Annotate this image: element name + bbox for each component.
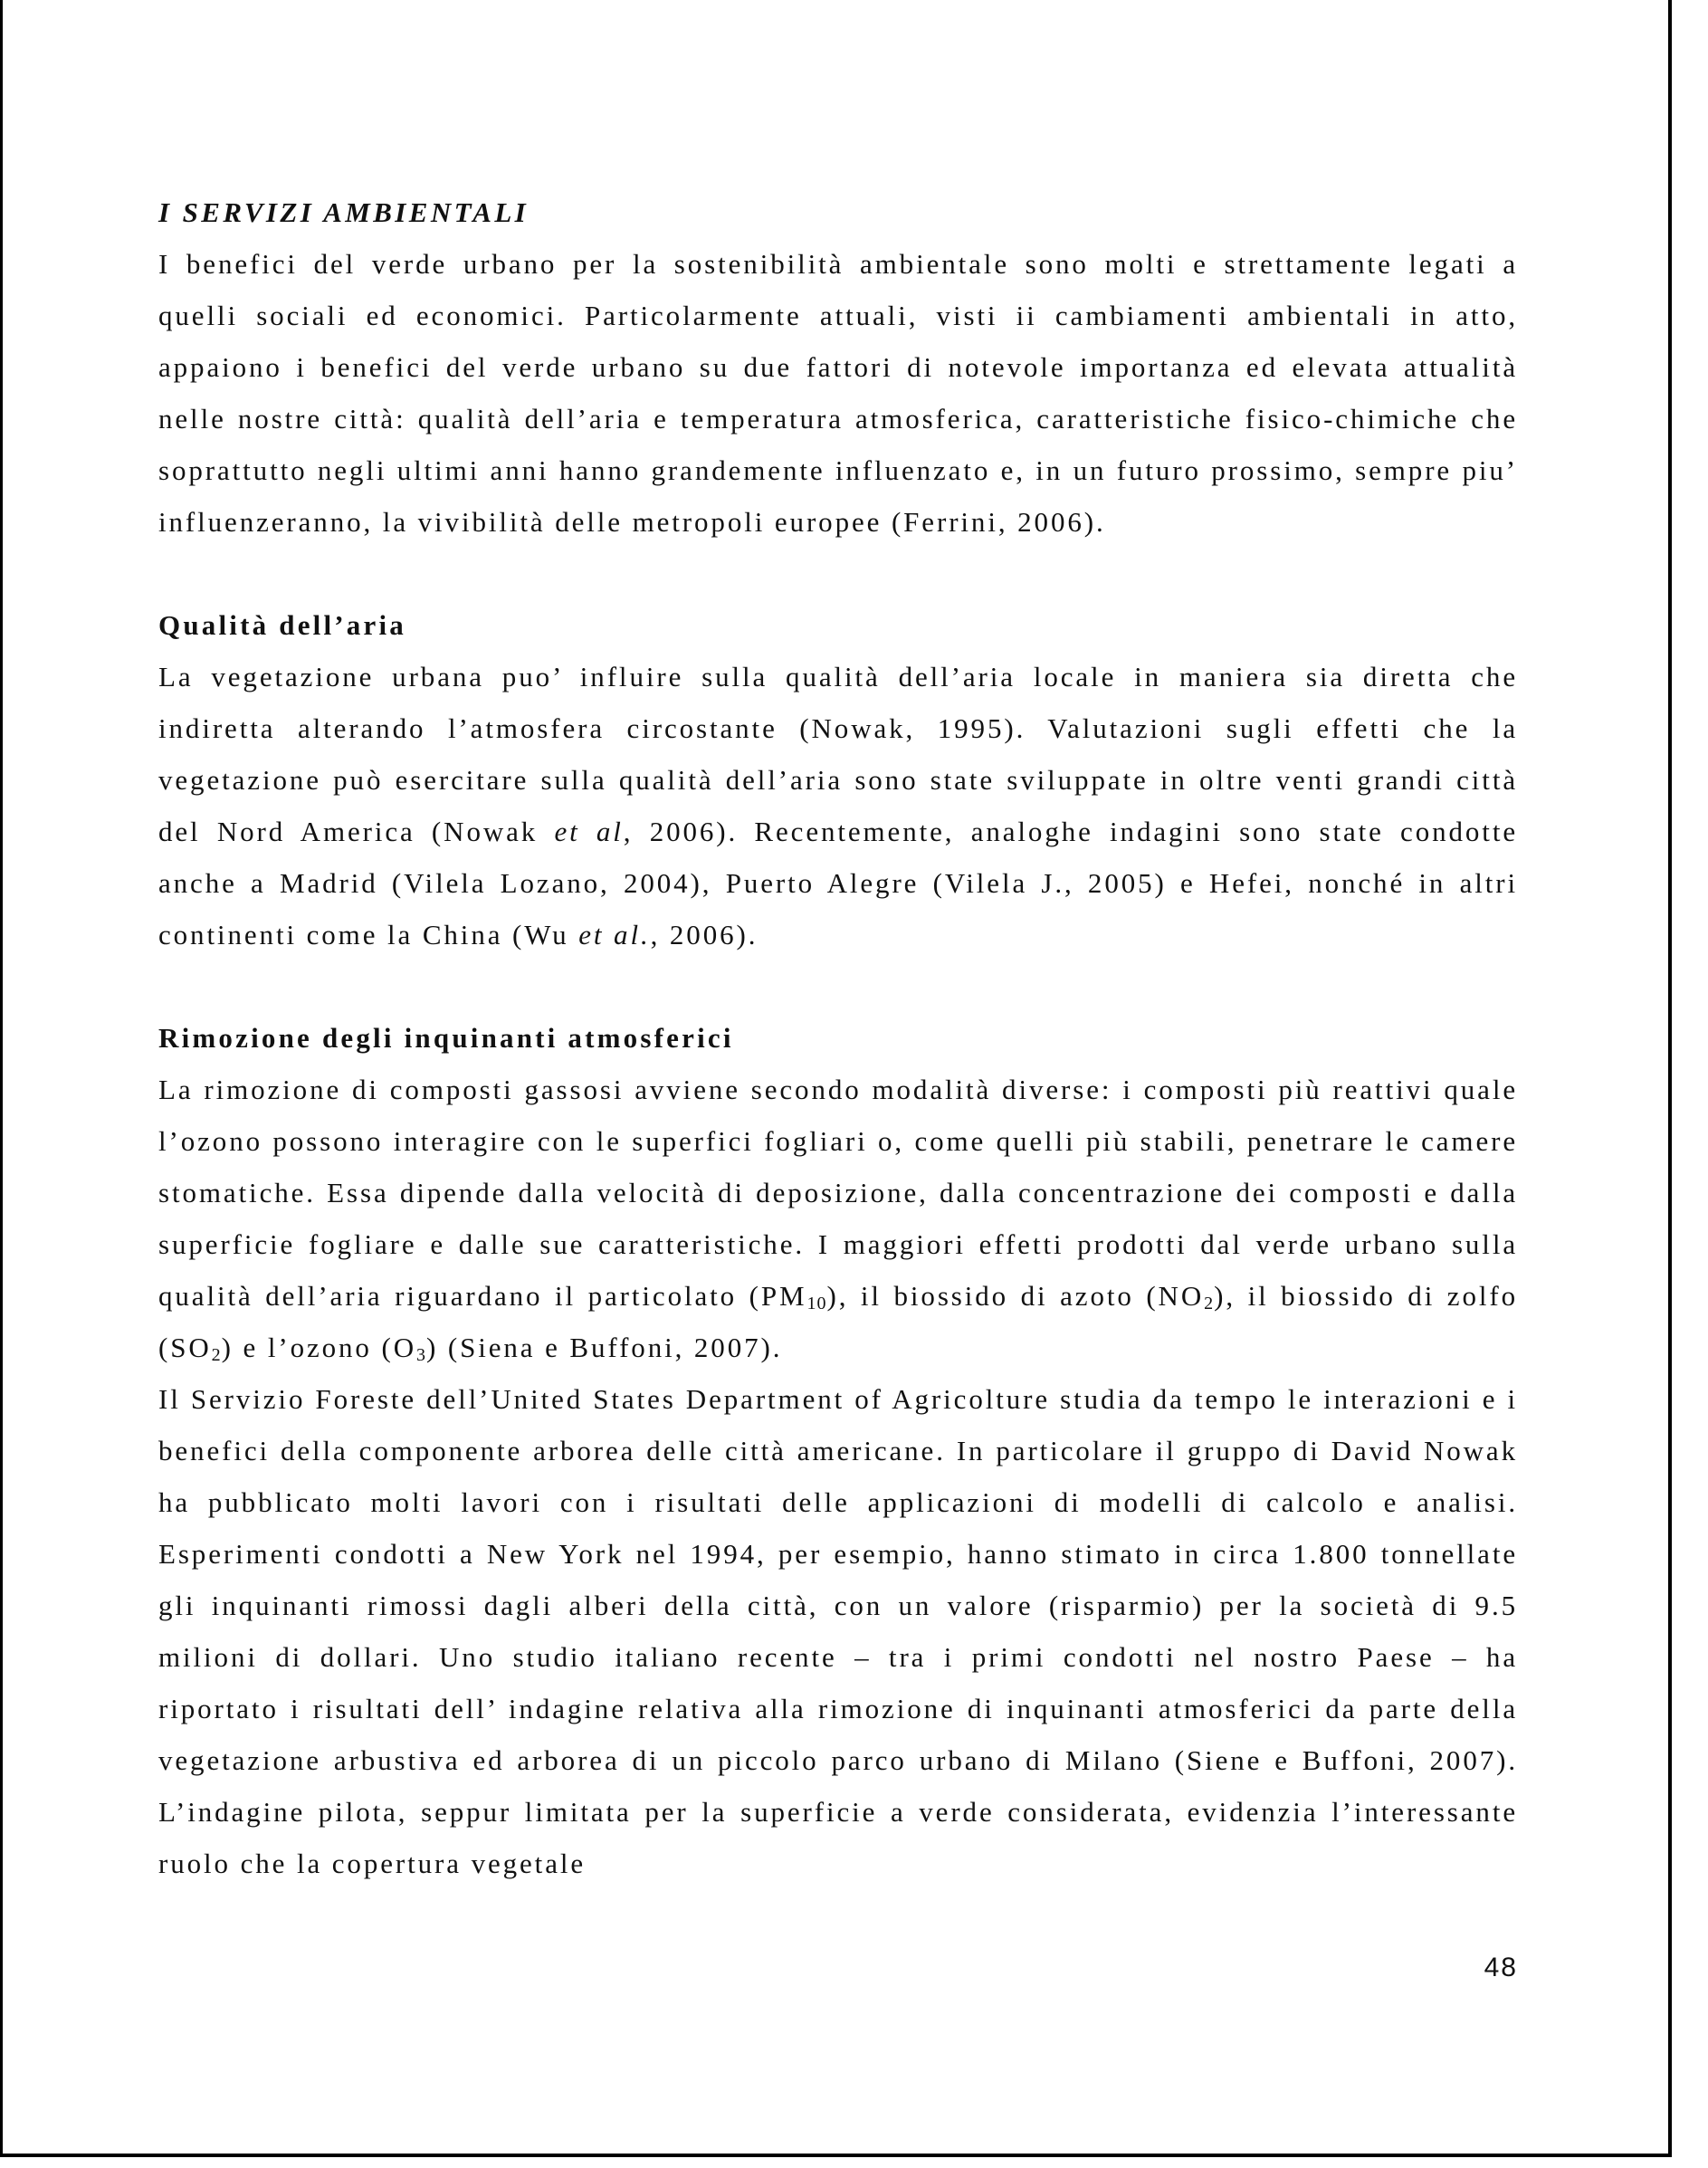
section-title: I SERVIZI AMBIENTALI — [158, 196, 530, 228]
pollutants-paragraph — [158, 1064, 1518, 1373]
text-run: La vegetazione urbana puo’ influire sulla qualità dell’aria locale in maniera sia diretta che indiretta alterando l’atmosfera circostante (Nowak, 1995). Valutazioni sugli effetti che la vegetazione può esercitare sulla qualità dell’aria sono state sviluppate in oltre venti grandi città del Nord America (Nowak — [158, 661, 1518, 847]
subscript: 2 — [1204, 1294, 1215, 1313]
text-run: ) (Siena e Buffoni, 2007). — [426, 1332, 783, 1363]
text-run: , 2006). — [650, 919, 759, 950]
text-run: ) e l’ozono (O — [221, 1332, 416, 1363]
citation-et-al: et al — [554, 816, 624, 847]
air-quality-paragraph — [158, 651, 1518, 960]
text-run: La rimozione di composti gassosi avviene secondo modalità diverse: i composti più reattivi quale l’ozono possono interagire con le superfici fogliari o, come quelli più stabili, penetrare le camere stomatiche. Essa dipende dalla velocità di deposizione, dalla concentrazione dei composti e dalla superficie fogliare e dalle sue caratteristiche. I maggiori effetti prodotti dal verde urbano sulla qualità dell’aria riguardano il particolato (PM — [158, 1074, 1518, 1312]
air-quality-heading: Qualità dell’aria — [158, 609, 406, 641]
text-run: , 2006). Recentemente, analoghe indagini sono state condotte anche a Madrid (Vilela Lozano, 2004), Puerto Alegre (Vilela J., 2005) e Hefei, nonché in altri continenti come la China (Wu — [158, 816, 1518, 950]
pollutants-heading: Rimozione degli inquinanti atmosferici — [158, 1022, 734, 1054]
text-run: ), il biossido di zolfo (SO — [158, 1280, 1518, 1363]
citation-et-al: et al. — [578, 919, 651, 950]
intro-paragraph: I benefici del verde urbano per la sostenibilità ambientale sono molti e strettamente legati a quelli sociali ed economici. Particolarmente attuali, visti ii cambiamenti ambientali in atto, appaiono i benefici del verde urbano su due fattori di notevole importanza ed elevata attualità nelle nostre città: qualità dell’aria e temperatura atmosferica, caratteristiche fisico-chimiche che soprattutto negli ultimi anni hanno grandemente influenzato e, in un futuro prossimo, sempre piu’ influenzeranno, la vivibilità delle metropoli europee (Ferrini, 2006). — [158, 248, 1518, 538]
subscript: 2 — [211, 1345, 222, 1365]
page-number: 48 — [1484, 1953, 1518, 1982]
subscript: 3 — [416, 1345, 426, 1365]
subscript: 10 — [806, 1294, 827, 1313]
nowak-paragraph: Il Servizio Foreste dell’United States Department of Agricolture studia da tempo le interazioni e i benefici della componente arborea delle città americane. In particolare il gruppo di David Nowak ha pubblicato molti lavori con i risultati delle applicazioni di modelli di calcolo e analisi. Esperimenti condotti a New York nel 1994, per esempio, hanno stimato in circa 1.800 tonnellate gli inquinanti rimossi dagli alberi della città, con un valore (risparmio) per la società di 9.5 milioni di dollari. Uno studio italiano recente – tra i primi condotti nel nostro Paese – ha riportato i risultati dell’ indagine relativa alla rimozione di inquinanti atmosferici da parte della vegetazione arbustiva ed arborea di un piccolo parco urbano di Milano (Siene e Buffoni, 2007). L’indagine pilota, seppur limitata per la superficie a verde considerata, evidenzia l’interessante ruolo che la copertura vegetale — [158, 1383, 1518, 1879]
text-run: ), il biossido di azoto (NO — [826, 1280, 1205, 1312]
page-content — [158, 186, 1518, 1889]
